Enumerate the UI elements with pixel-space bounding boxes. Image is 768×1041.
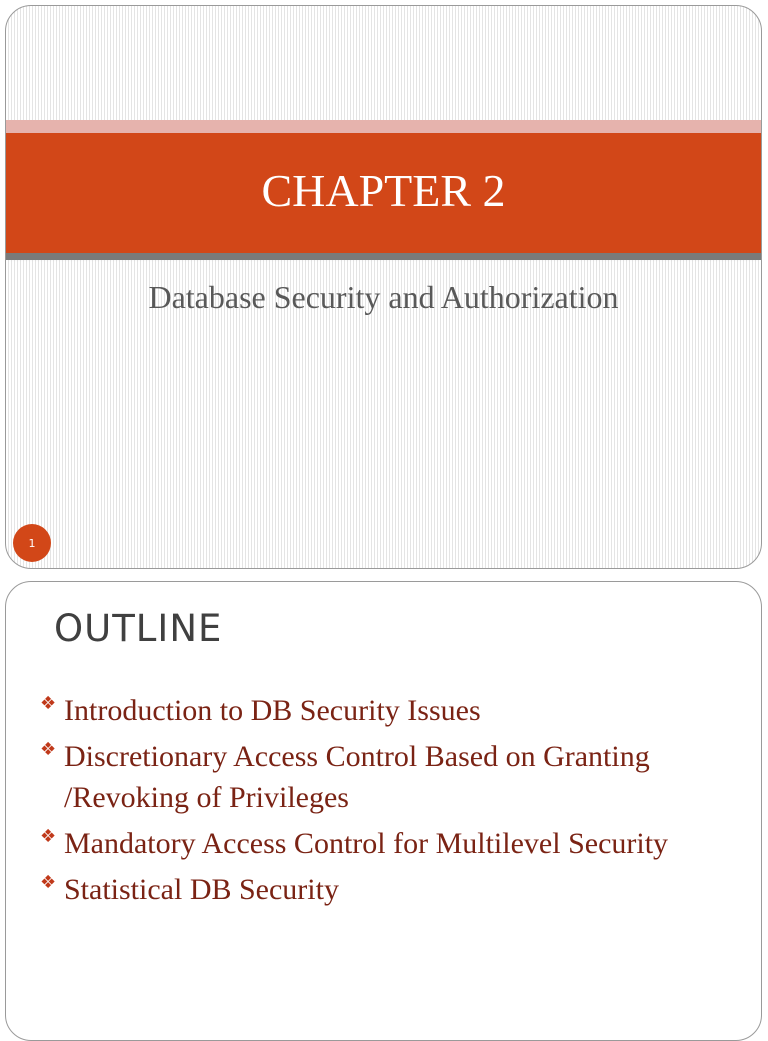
slide-title: CHAPTER 2 [261, 165, 506, 216]
diamond-bullet-icon: ❖ [40, 872, 57, 893]
list-item-text: Mandatory Access Control for Multilevel Security [64, 827, 669, 860]
diamond-bullet-icon: ❖ [40, 693, 57, 714]
diamond-bullet-icon: ❖ [40, 826, 57, 847]
outline-list [40, 690, 740, 915]
banner-bottom-stripe [6, 253, 761, 260]
list-item-text: Statistical DB Security [64, 873, 339, 906]
list-item-text: Introduction to DB Security Issues [64, 694, 481, 727]
outline-title: OUTLINE [54, 607, 223, 650]
slide-subtitle: Database Security and Authorization [148, 279, 619, 315]
banner-top-stripe [6, 120, 761, 133]
list-item [40, 823, 740, 864]
title-slide [5, 5, 762, 569]
diamond-bullet-icon: ❖ [40, 739, 57, 760]
list-item [40, 736, 740, 818]
list-item [40, 690, 740, 731]
list-item-text: Discretionary Access Control Based on Granting /Revoking of Privileges [64, 740, 650, 814]
outline-slide [5, 581, 762, 1041]
slide-number-badge: 1 [13, 524, 51, 562]
list-item [40, 869, 740, 910]
